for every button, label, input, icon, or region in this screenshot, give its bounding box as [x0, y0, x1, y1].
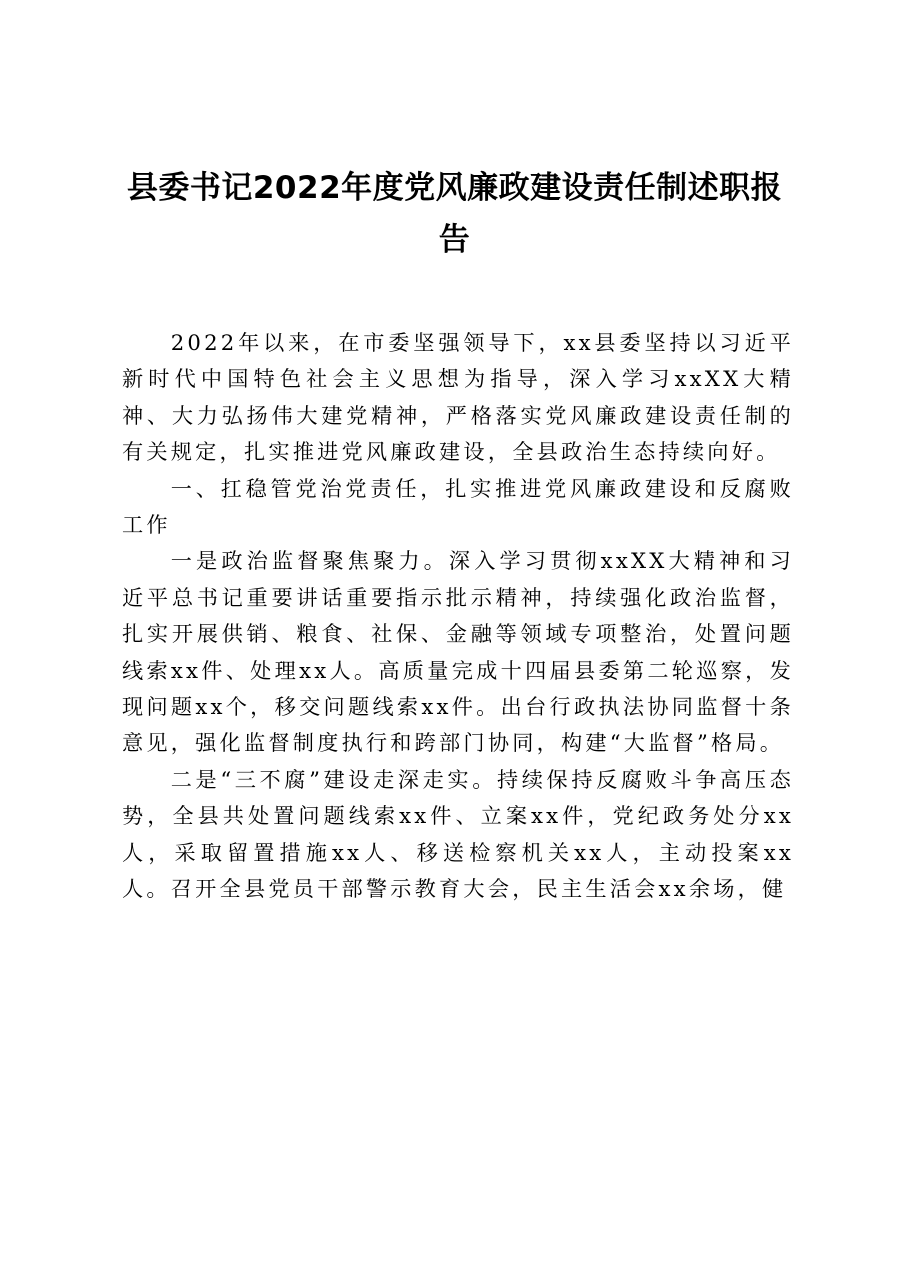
document-body — [122, 325, 794, 908]
paragraph-political-supervision: 一是政治监督聚焦聚力。深入学习贯彻xxXX大精神和习近平总书记重要讲话重要指示批示精神，持续强化政治监督，扎实开展供销、粮食、社保、金融等领域专项整治，处置问题线索xx件、处理xx人。高质量完成十四届县委第二轮巡察，发现问题xx个，移交问题线索xx件。出台行政执法协同监督十条意见，强化监督制度执行和跨部门协同，构建“大监督”格局。 — [122, 548, 794, 756]
paragraph-intro: 2022年以来，在市委坚强领导下，xx县委坚持以习近平新时代中国特色社会主义思想为指导，深入学习xxXX大精神、大力弘扬伟大建党精神，严格落实党风廉政建设责任制的有关规定，扎实推进党风廉政建设，全县政治生态持续向好。 — [122, 330, 794, 465]
section-heading-1: 一、扛稳管党治党责任，扎实推进党风廉政建设和反腐败工作 — [122, 475, 794, 538]
paragraph-three-no-corruption: 二是“三不腐”建设走深走实。持续保持反腐败斗争高压态势，全县共处置问题线索xx件、立案xx件，党纪政务处分xx人，采取留置措施xx人、移送检察机关xx人，主动投案xx人。召开全县党员干部警示教育大会，民主生活会xx余场，健 — [122, 766, 794, 902]
document-title: 县委书记2022年度党风廉政建设责任制述职报告 — [126, 170, 783, 258]
